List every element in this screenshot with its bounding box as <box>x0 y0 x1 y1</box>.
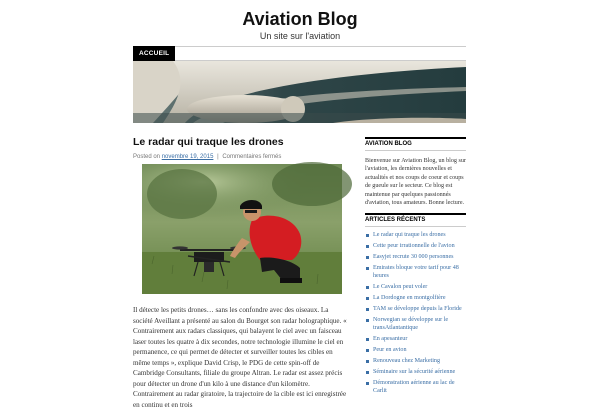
list-item <box>365 305 466 313</box>
header-banner-image <box>133 61 466 123</box>
about-widget-text: Bienvenue sur Aviation Blog, un blog sur l'aviation, les dernières nouvelles et actualités et nos coups de coeur et coups de gueule sur le secteur. Ce blog est maintenue par quelques passionnés d'aviation, tous amateurs. Bonne lecture. <box>365 158 466 207</box>
recent-post-link[interactable]: Le Cavalon peut voler <box>373 284 428 291</box>
recent-post-link[interactable]: Emirates bloque votre tarif pour 48 heures <box>373 265 459 280</box>
list-item <box>365 242 466 250</box>
main-navigation <box>133 46 466 61</box>
post-content: Il détecte les petits drones… sans les confondre avec des oiseaux. La société Aveillant a présenté au salon du Bourget son radar holographique. « Contrairement aux radars classiques, qui balayent le ciel avec un faisceau laser toutes les quatre à dix secondes, notre technologie illumine le ciel en permanence, ce qui permet de détecter et surveiller toutes les cibles en même temps », explique David Crisp, le PDG de cette spin-off de Cambridge Consultants, filiale du groupe Altran. Le radar est assez précis pour détecter un drone d'un kilo à une distance d'un kilomètre. Contrairement au radar giratoire, la trajectoire de la cible est ici enregistrée en continu et en trois <box>133 306 347 409</box>
post-featured-image <box>142 164 342 294</box>
post-meta <box>133 153 349 161</box>
meta-separator: | <box>217 154 219 160</box>
aircraft-wing-illustration <box>133 61 466 123</box>
list-item <box>365 231 466 239</box>
recent-post-link[interactable]: Norwegian se développe sur le transAtlantantique <box>373 317 449 332</box>
recent-posts-list <box>365 231 466 395</box>
list-item <box>365 264 466 280</box>
list-item <box>365 253 466 261</box>
recent-post-link[interactable]: En apesanteur <box>373 336 408 343</box>
list-item <box>365 346 466 354</box>
post-date-link[interactable]: novembre 19, 2015 <box>161 154 214 160</box>
post-article <box>133 136 349 409</box>
list-item <box>365 357 466 365</box>
recent-post-link[interactable]: La Dordogne en montgolfière <box>373 295 446 302</box>
list-item <box>365 335 466 343</box>
recent-posts-widget <box>365 213 466 395</box>
recent-post-link[interactable]: Renouveau chez Marketing <box>373 358 441 365</box>
recent-post-link[interactable]: TAM se développe depuis la Floride <box>373 306 462 313</box>
list-item <box>365 379 466 395</box>
about-widget-title: AVIATION BLOG <box>365 137 466 151</box>
site-tagline: Un site sur l'aviation <box>259 31 341 41</box>
recent-post-link[interactable]: Easyjet recrute 30 000 personnes <box>373 254 454 261</box>
site-title[interactable]: Aviation Blog <box>242 9 358 29</box>
list-item <box>365 294 466 302</box>
sidebar <box>365 137 466 398</box>
list-item <box>365 283 466 291</box>
drone-photo <box>142 164 342 294</box>
post-title-link[interactable]: Le radar qui traque les drones <box>133 136 284 148</box>
posted-on-label: Posted on <box>133 154 161 160</box>
comments-status: Commentaires fermés <box>222 154 282 160</box>
list-item <box>365 368 466 376</box>
recent-posts-title: ARTICLES RÉCENTS <box>365 213 466 227</box>
list-item <box>365 316 466 332</box>
recent-post-link[interactable]: Démonstration aérienne au lac de Carlit <box>373 380 455 395</box>
about-widget <box>365 137 466 207</box>
nav-item-accueil[interactable]: ACCUEIL <box>133 46 175 61</box>
recent-post-link[interactable]: Le radar qui traque les drones <box>373 232 446 239</box>
recent-post-link[interactable]: Cette peur irrationnelle de l'avion <box>373 243 455 250</box>
recent-post-link[interactable]: Peur en avion <box>373 347 407 354</box>
recent-post-link[interactable]: Séminaire sur la sécurité aérienne <box>373 369 456 376</box>
